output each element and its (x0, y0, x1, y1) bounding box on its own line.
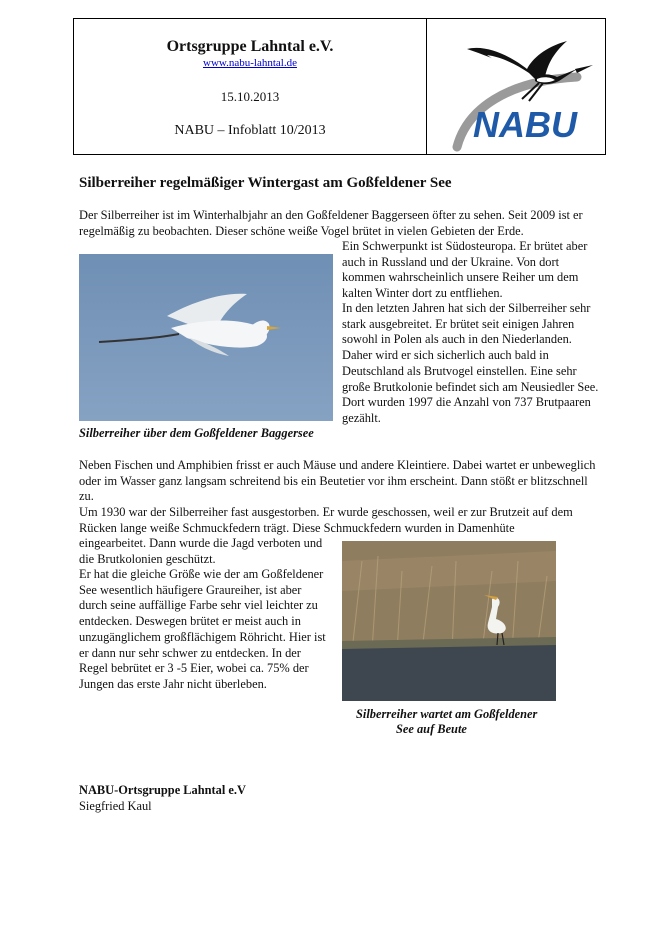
paragraph-history: Um 1930 war der Silberreiher fast ausgestorben. Er wurde geschossen, weil er zur Brutzeit auf dem Rücken lange weiße Schmuckfedern trägt. Diese Schmuckfedern wurden in Damenhüte (79, 505, 573, 535)
paragraph-diet: Neben Fischen und Amphibien frisst er auch Mäuse und andere Kleintiere. Dabei wartet er unbeweglich oder im Wasser ganz langsam schreitend bis ein Beutetier vor ihm erscheint. Dann stößt er blitzschnell zu. (79, 458, 596, 504)
stork-icon (467, 41, 593, 101)
paragraph-size-breeding: Er hat die gleiche Größe wie der am Goßfeldener See wesentlich häufigere Graureiher, ist aber durch seine auffällige Farbe sehr viel leichter zu entdecken. Deswegen brütet er meist auch in unzugänglichem großflächigem Röhricht. Hier ist er dann nur sehr schwer zu entdecken. In der Regel bebrütet er 3 -5 Eier, wobei ca. 75% der Jungen das erste Jahr nicht überleben. (79, 567, 326, 691)
issue-date: 15.10.2013 (220, 89, 280, 104)
article-title: Silberreiher regelmäßiger Wintergast am Goßfeldener See (79, 175, 452, 191)
paragraph-southeast-europe: Ein Schwerpunkt ist Südosteuropa. Er brütet aber auch in Russland und der Ukraine. Von dort kommen wahrscheinlich unsere Reiher um dem kalten Winter dort zu entfliehen. (342, 239, 588, 301)
photo-caption-flying: Silberreiher über dem Goßfeldener Baggersee (79, 426, 314, 440)
website-link[interactable]: www.nabu-lahntal.de (203, 57, 297, 69)
paragraph-protection: eingearbeitet. Dann wurde die Jagd verboten und die Brutkolonien geschützt. (79, 536, 323, 566)
egret-flying-photo (79, 254, 333, 421)
nabu-logo-text: NABU (473, 104, 577, 145)
header-box (73, 18, 606, 155)
photo-caption-reeds-line2: See auf Beute (396, 722, 467, 736)
signoff-organization: NABU-Ortsgruppe Lahntal e.V (79, 783, 246, 797)
signoff-author: Siegfried Kaul (79, 799, 152, 813)
paragraph-intro: Der Silberreiher ist im Winterhalbjahr an den Goßfeldener Baggerseen öfter zu sehen. Seit 2009 ist er regelmäßig zu beobachten. Dieser schöne weiße Vogel brütet in vielen Gebieten der Erde. (79, 208, 583, 238)
photo-caption-reeds-line1: Silberreiher wartet am Goßfeldener (356, 707, 538, 721)
egret-reeds-photo (342, 541, 556, 701)
paragraph-spread: In den letzten Jahren hat sich der Silberreiher sehr stark ausgebreitet. Er brütet seit einigen Jahren sowohl in Polen als auch in den Niederlanden. Daher wird er sich sicherlich auch bald in Deutschland als Brutvogel einstellen. Eine sehr große Brutkolonie befindet sich am Neusiedler See. Dort wurden 1997 die Anzahl von 737 Brutpaaren gezählt. (342, 301, 599, 425)
infoblatt-title: NABU – Infoblatt 10/2013 (174, 123, 326, 138)
org-name: Ortsgruppe Lahntal e.V. (166, 38, 334, 55)
nabu-logo (427, 19, 606, 155)
